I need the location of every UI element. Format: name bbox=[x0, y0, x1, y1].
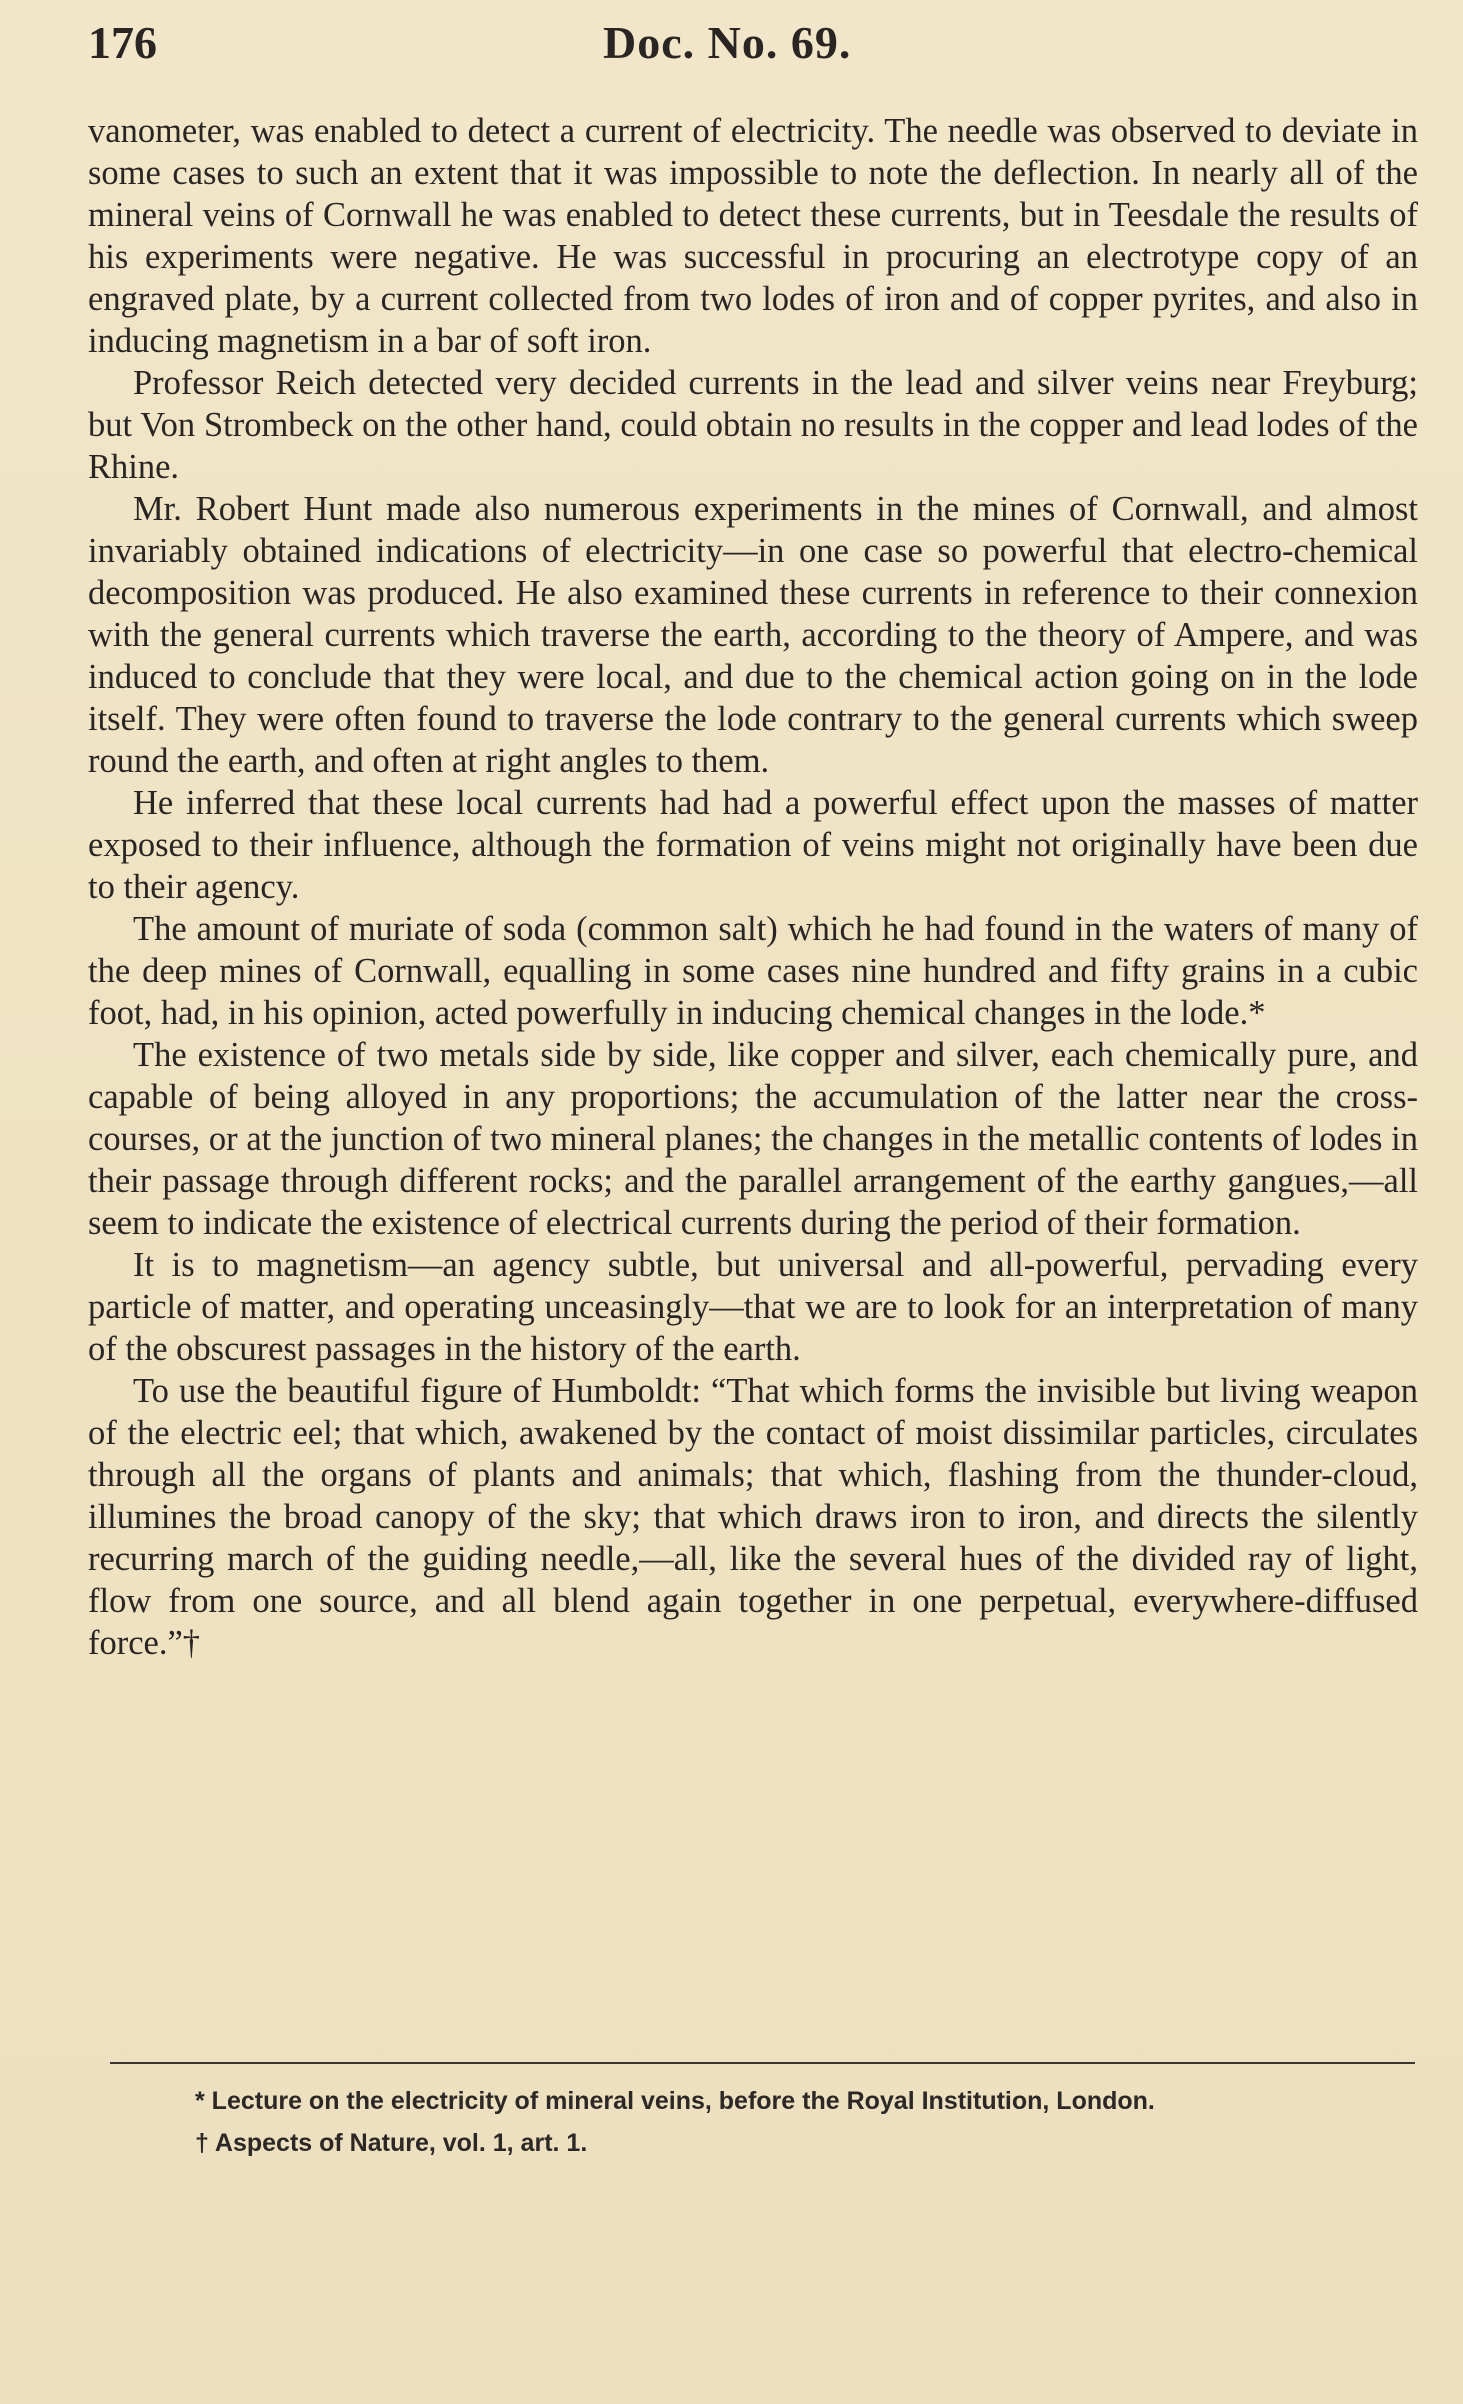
page-number: 176 bbox=[88, 17, 157, 68]
page-header bbox=[88, 8, 1418, 78]
paragraph: To use the beautiful figure of Humboldt: “That which forms the invisible but living weapon of the electric eel; that which, awakened by the contact of moist dissimilar particles, circulates through all the organs of plants and animals; that which, flashing from the thunder-cloud, illumines the broad canopy of the sky; that which draws iron to iron, and directs the silently recurring march of the guiding needle,—all, like the several hues of the divided ray of light, flow from one source, and all blend again together in one perpetual, everywhere-diffused force.”† bbox=[88, 1372, 1418, 1662]
footnotes bbox=[195, 2080, 1395, 2164]
paragraph: Mr. Robert Hunt made also numerous experiments in the mines of Cornwall, and almost invariably obtained indications of electricity—in one case so powerful that electro-chemical decomposition was produced. He also examined these currents in reference to their connexion with the general currents which traverse the earth, according to the theory of Ampere, and was induced to conclude that they were local, and due to the chemical action going on in the lode itself. They were often found to traverse the lode contrary to the general currents which sweep round the earth, and often at right angles to them. bbox=[88, 490, 1418, 780]
paragraph: He inferred that these local currents had had a powerful effect upon the masses of matter exposed to their influence, although the formation of veins might not originally have been due to their agency. bbox=[88, 784, 1418, 906]
footnote: * Lecture on the electricity of mineral veins, before the Royal Institution, London. bbox=[195, 2087, 1155, 2115]
paragraph: vanometer, was enabled to detect a current of electricity. The needle was observed to deviate in some cases to such an extent that it was impossible to note the deflection. In nearly all of the mineral veins of Cornwall he was enabled to detect these currents, but in Teesdale the results of his experiments were negative. He was successful in procuring an electrotype copy of an engraved plate, by a current collected from two lodes of iron and of copper pyrites, and also in inducing magnetism in a bar of soft iron. bbox=[88, 112, 1418, 360]
paragraph: The amount of muriate of soda (common salt) which he had found in the waters of many of the deep mines of Cornwall, equalling in some cases nine hundred and fifty grains in a cubic foot, had, in his opinion, acted powerfully in inducing chemical changes in the lode.* bbox=[88, 910, 1418, 1032]
body-text bbox=[88, 110, 1418, 1664]
footnote-rule bbox=[110, 2062, 1415, 2064]
paragraph: It is to magnetism—an agency subtle, but universal and all-powerful, pervading every particle of matter, and operating unceasingly—that we are to look for an interpretation of many of the obscurest passages in the history of the earth. bbox=[88, 1246, 1418, 1368]
running-head: Doc. No. 69. bbox=[603, 17, 852, 68]
paragraph: The existence of two metals side by side, like copper and silver, each chemically pure, and capable of being alloyed in any proportions; the accumulation of the latter near the cross-courses, or at the junction of two mineral planes; the changes in the metallic contents of lodes in their passage through different rocks; and the parallel arrangement of the earthy gangues,—all seem to indicate the existence of electrical currents during the period of their formation. bbox=[88, 1036, 1418, 1242]
paragraph: Professor Reich detected very decided currents in the lead and silver veins near Freyburg; but Von Strombeck on the other hand, could obtain no results in the copper and lead lodes of the Rhine. bbox=[88, 364, 1418, 486]
footnote: † Aspects of Nature, vol. 1, art. 1. bbox=[195, 2129, 588, 2157]
